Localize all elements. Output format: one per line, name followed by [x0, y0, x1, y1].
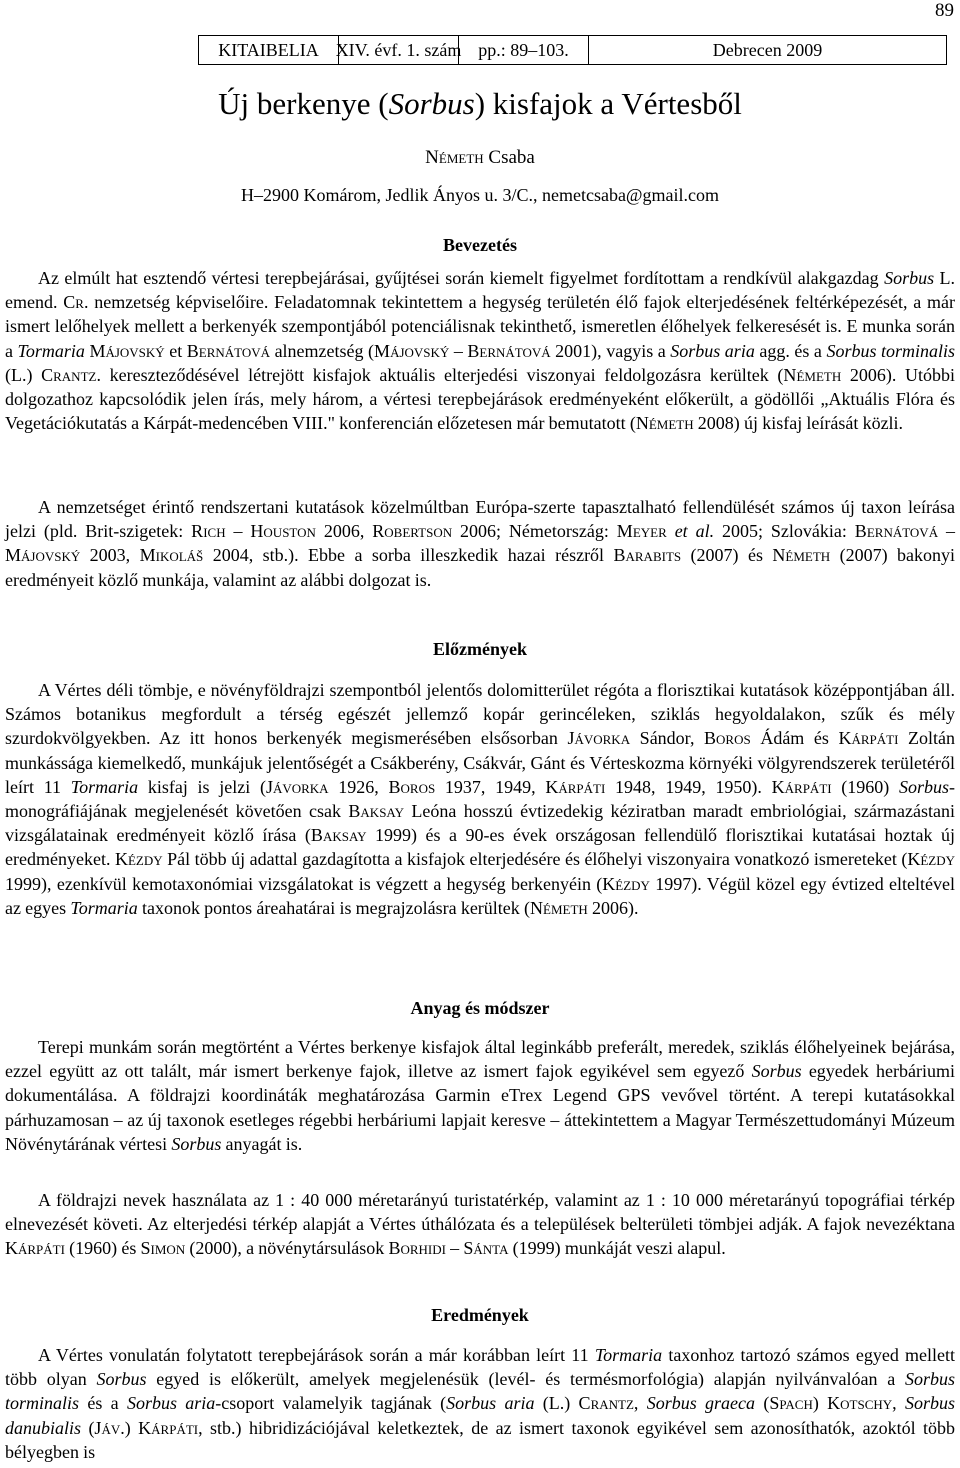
journal-name: KITAIBELIA [199, 36, 339, 64]
body-paragraph-6: A Vértes vonulatán folytatott terepbejárások során a már korábban leírt 11 Tormaria taxonhoz tartozó számos egyed mellett több olyan Sorbus egyed is előkerült, amelyek megjelenésük (levél- és termésmorfológia) alapján nyilvánvalóan a Sorbus torminalis és a Sorbus aria-csoport valamelyik tagjának (Sorbus aria (L.) Crantz, Sorbus graeca (Spach) Kotschy, Sorbus danubialis (Jáv.) Kárpáti, stb.) hibridizációjával keletkeztek, de az ismert taxonok egyikével sem azonosíthatók, azoktól több bélyegben is [5, 1345, 955, 1462]
body-paragraph-1: Az elmúlt hat esztendő vértesi terepbejárásai, gyűjtései során kiemelt figyelmet fordítottam a rendkívül alakgazdag Sorbus L. emend. Cr. nemzetség képviselőire. Feladatomnak tekintettem a hegység területén élő fajok elterjedésének feltérképezését, a már ismert lelőhelyek mellett a berkenyék szempontjából potenciálisnak tekinthető, ismeretlen élőhelyek felkeresését is. E munka során a Tormaria Májovský et Bernátová alnemzetség (Májovský – Bernátová 2001), vagyis a Sorbus aria agg. és a Sorbus torminalis (L.) Crantz. kereszteződésével létrejött kisfajok aktuális elterjedési viszonyai feldolgozásra kerültek (Németh 2006). Utóbbi dolgozathoz kapcsolódik jelen írás, mely három, a vértesi terepbejárások eredményeként előkerült, a gödöllői „Aktuális Flóra és Vegetációkutatás a Kárpát-medencében VIII." konferencián előzetesen már bemutatott (Németh 2008) új kisfaj leírását közli. [5, 268, 956, 434]
body-paragraph-2: A nemzetséget érintő rendszertani kutatások közelmúltban Európa-szerte tapasztalható fellendülését számos új taxon leírása jelzi (pld. Brit-szigetek: Rich – Houston 2006, Robertson 2006; Németország: Meyer et al. 2005; Szlovákia: Bernátová – Májovský 2003, Mikoláš 2004, stb.). Ebbe a sorba illeszkedik hazai részről Barabits (2007) és Németh (2007) bakonyi eredményeit közlő munkája, valamint az alábbi dolgozat is. [5, 497, 956, 590]
body-paragraph-5: A földrajzi nevek használata az 1 : 40 000 méretarányú turistatérkép, valamint az 1 : 10 000 méretarányú topográfiai térkép elnevezését követi. Az elterjedési térkép alapját a Vértes úthálózata és a települések belterületi tömbjei adják. A fajok nevezéktana Kárpáti (1960) és Simon (2000), a növénytársulások Borhidi – Sánta (1999) munkáját veszi alapul. [5, 1190, 955, 1259]
section-heading-results: Eredmények [431, 1305, 529, 1325]
article-title: Új berkenye (Sorbus) kisfajok a Vértesből [218, 86, 742, 121]
journal-place-year: Debrecen 2009 [712, 39, 823, 60]
journal-volume: XIV. évf. 1. szám [339, 36, 459, 64]
page-number: 89 [935, 0, 954, 21]
journal-header [198, 35, 947, 65]
journal-pages: pp.: 89–103. [459, 36, 589, 64]
body-paragraph-3: A Vértes déli tömbje, e növényföldrajzi szempontból jelentős dolomitterület régóta a florisztikai kutatások középpontjában áll. Számos botanikus megfordult a térség egészét jellemző kopár gerincéleken, sziklás hegyoldalakon, szűk és mély szurdokvölgyekben. Az itt honos berkenyék megismerésében elsősorban Jávorka Sándor, Boros Ádám és Kárpáti Zoltán munkássága kiemelkedő, munkájuk jelentőségét a Csákberény, Csákvár, Gánt és Vérteskozma környéki völgyrendszerek területéről leírt 11 Tormaria kisfaj is jelzi (Jávorka 1926, Boros 1937, 1949, Kárpáti 1948, 1949, 1950). Kárpáti (1960) Sorbus-monográfiájának megjelenését követően csak Baksay Leóna hosszú évtizedekig kéziratban maradt embriológiai, származástani vizsgálatainak eredményeit közlő írása (Baksay 1999) és a 90-es évek országosan fellendülő florisztikai kutatásai hoztak új eredményeket. Kézdy Pál több új adattal gazdagította a kisfajok elterjedésére és élőhelyi viszonyaira vonatkozó ismereteket (Kézdy 1999), ezenkívül kemotaxonómiai vizsgálatokat is végzett a hegység berkenyéin (Kézdy 1997). Végül közel egy évtized elteltével az egyes Tormaria taxonok pontos áreahatárai is megrajzolásra kerültek (Németh 2006). [5, 680, 956, 918]
author-name: Németh Csaba [425, 147, 535, 168]
section-heading-history: Előzmények [433, 639, 527, 659]
author-address: H–2900 Komárom, Jedlik Ányos u. 3/C., nemetcsaba@gmail.com [240, 185, 719, 205]
body-paragraph-4: Terepi munkám során megtörtént a Vértes berkenye kisfajok által leginkább preferált, meredek, sziklás élőhelyeinek bejárása, ezzel együtt az ott talált, már ismert berkenye fajok, illetve az ismert fajok egyikével sem egyező Sorbus egyedek herbáriumi dokumentálása. A földrajzi koordináták meghatározása Garmin eTrex Legend GPS vevővel történt. A terepi kutatásokkal párhuzamosan – az új taxonok esetleges régebbi herbáriumi lapjait keresve – áttekintettem a Magyar Természettudományi Múzeum Növénytárának vértesi Sorbus anyagát is. [5, 1037, 955, 1154]
section-heading-methods: Anyag és módszer [410, 998, 550, 1018]
section-heading-intro: Bevezetés [443, 235, 517, 255]
